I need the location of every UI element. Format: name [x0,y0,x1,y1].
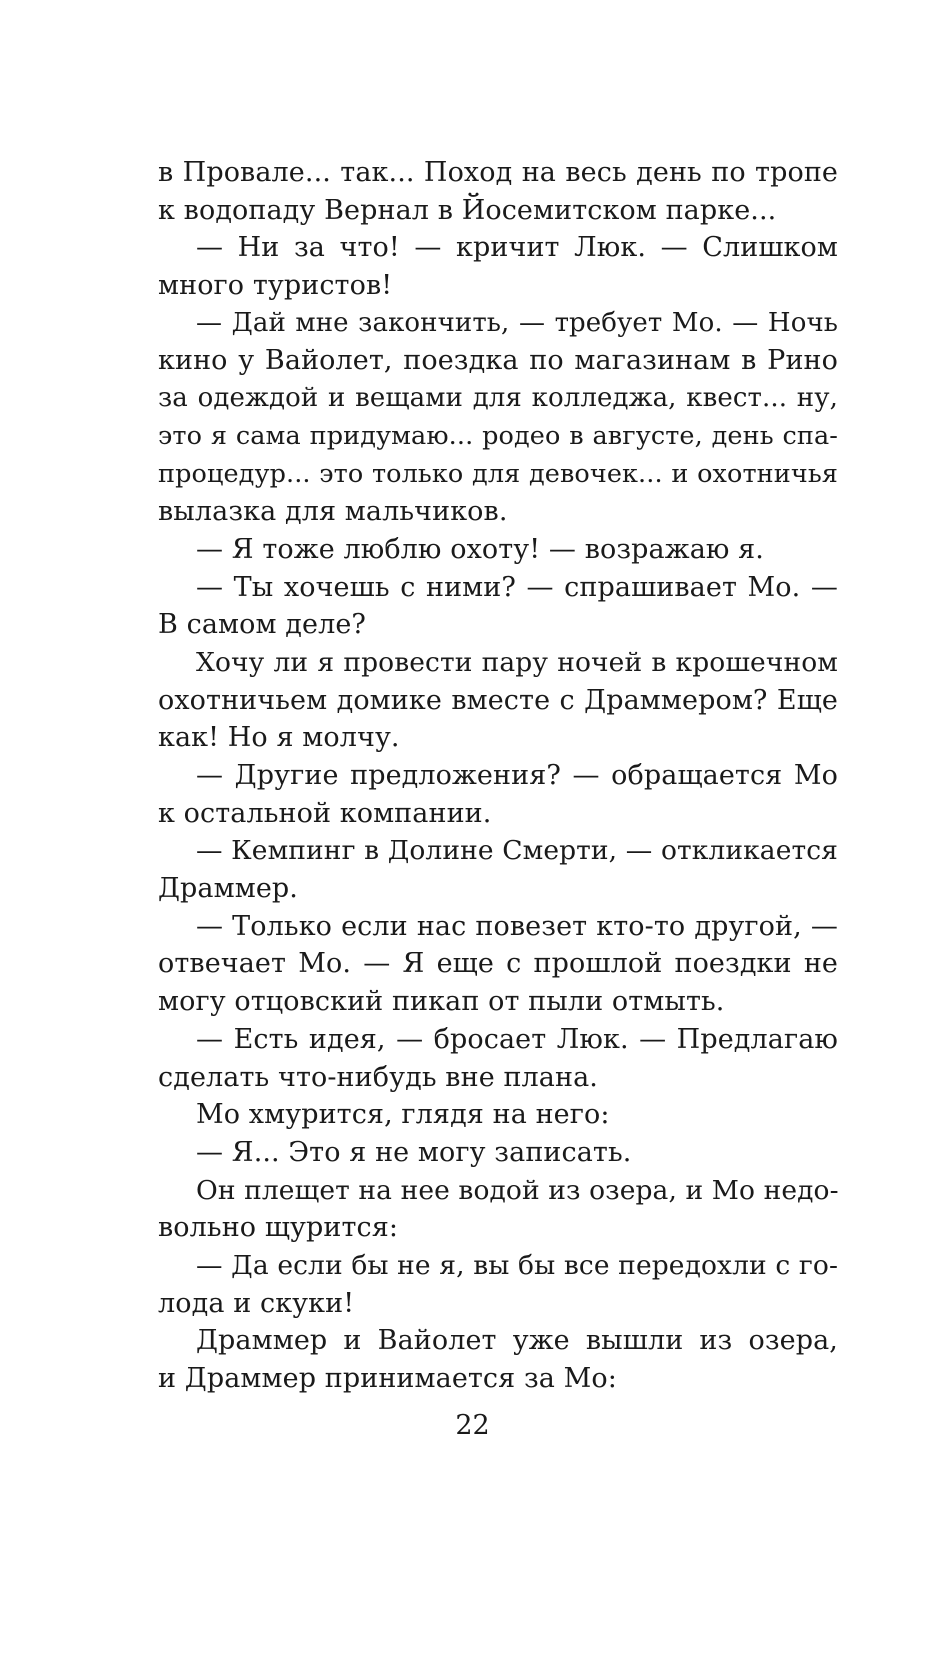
text-line: отвечает Мо. — Я еще с прошлой поездки не [158,948,838,980]
text-line: в Провале... так... Поход на весь день по тропе [158,157,838,188]
text-line: — Я тоже люблю охоту! — возражаю я. [196,533,764,565]
text-line: к водопаду Вернал в Йосемитском парке... [158,194,777,226]
text-line: могу отцовский пикап от пыли отмыть. [158,986,725,1018]
text-line: — Я... Это я не могу записать. [196,1136,632,1168]
text-line: много туристов! [158,270,393,302]
text-line: охотничьем домике вместе с Драммером? Еще [158,684,838,716]
text-line: Драммер. [158,873,298,905]
text-line: процедур... это только для девочек... и охотничья [158,458,838,489]
text-line: В самом деле? [158,609,366,641]
text-line: вольно щурится: [158,1212,399,1244]
text-line: Драммер и Вайолет уже вышли из озера, [196,1325,838,1357]
text-line: кино у Вайолет, поездка по магазинам в Рино [158,345,838,377]
text-line: — Кемпинг в Долине Смерти, — откликается [196,835,838,867]
text-line: вылазка для мальчиков. [158,496,508,528]
text-line: — Дай мне закончить, — требует Мо. — Ночь [196,307,838,338]
text-line: Мо хмурится, глядя на него: [196,1099,610,1131]
text-line: — Есть идея, — бросает Люк. — Предлагаю [196,1023,838,1055]
text-line: и Драммер принимается за Мо: [158,1363,617,1394]
text-line: лода и скуки! [158,1287,355,1319]
body-text [158,154,838,1398]
text-line: за одеждой и вещами для колледжа, квест... ну, [158,383,838,414]
text-line: к остальной компании. [158,797,492,829]
text-line: — Только если нас повезет кто-то другой, — [196,910,838,942]
text-line: это я сама придумаю... родео в августе, день спа- [158,420,838,451]
text-line: — Да если бы не я, вы бы все передохли с го- [196,1249,838,1281]
page-number: 22 [455,1410,490,1441]
text-line: — Ты хочешь с ними? — спрашивает Мо. — [196,571,838,603]
text-line: — Другие предложения? — обращается Мо [196,760,838,791]
text-line: сделать что-нибудь вне плана. [158,1061,598,1093]
text-line: Он плещет на нее водой из озера, и Мо недо- [196,1174,839,1206]
text-line: Хочу ли я провести пару ночей в крошечном [196,646,838,678]
text-line: — Ни за что! — кричит Люк. — Слишком [196,232,838,264]
text-line: как! Но я молчу. [158,722,400,754]
